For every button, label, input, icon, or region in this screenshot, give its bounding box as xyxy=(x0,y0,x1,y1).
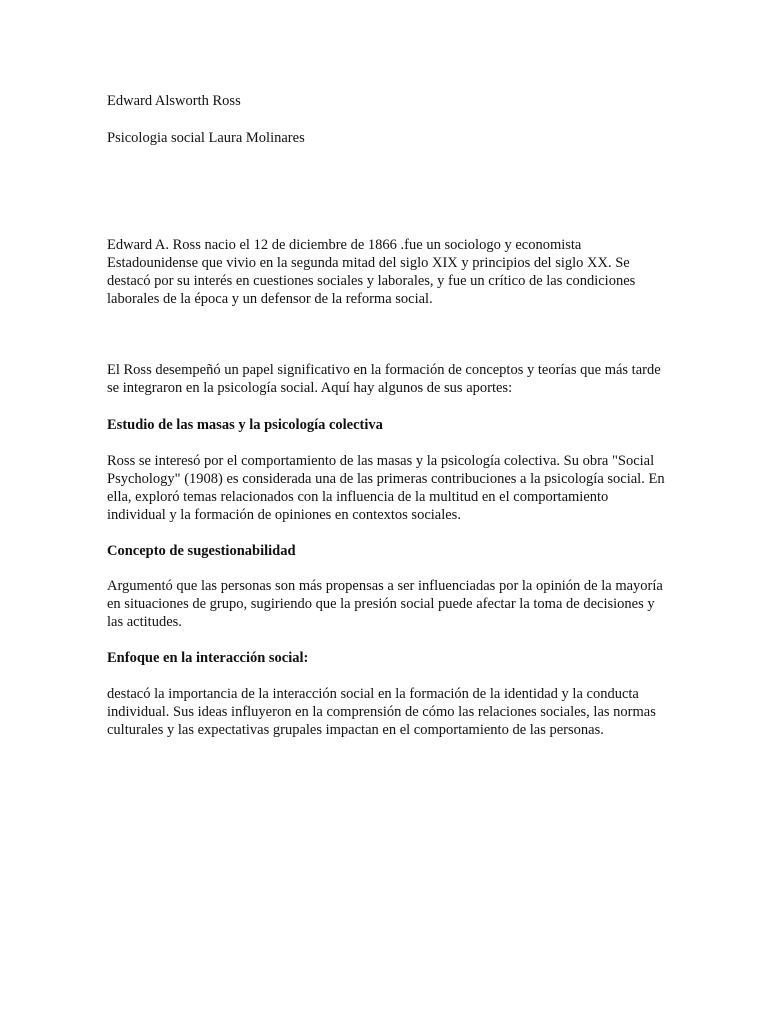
section-heading: Concepto de sugestionabilidad xyxy=(107,543,296,559)
intro-paragraph: Edward A. Ross nacio el 12 de diciembre de 1866 .fue un sociologo y economista Estadounidense que vivio en la segunda mitad del siglo XIX y principios del siglo XX. Se destacó por su interés en cuestiones sociales y laborales, y fue un crítico de las condiciones laborales de la época y un defensor de la reforma social. xyxy=(107,237,636,307)
section-paragraph: destacó la importancia de la interacción social en la formación de la identidad y la conducta individual. Sus ideas influyeron en la comprensión de cómo las relaciones sociales, las normas culturales y las expectativas grupales impactan en el comportamiento de las personas. xyxy=(107,686,656,738)
document-title: Edward Alsworth Ross xyxy=(107,93,241,109)
section-paragraph: Ross se interesó por el comportamiento de las masas y la psicología colectiva. Su obra "Social Psychology" (1908) es considerada una de las primeras contribuciones a la psicología social. En ella, exploró temas relacionados con la influencia de la multitud en el comportamiento individual y la formación de opiniones en contextos sociales. xyxy=(107,453,665,523)
document-subtitle: Psicologia social Laura Molinares xyxy=(107,130,305,146)
lead-paragraph: El Ross desempeñó un papel significativo en la formación de conceptos y teorías que más tarde se integraron en la psicología social. Aquí hay algunos de sus aportes: xyxy=(107,362,661,396)
section-heading: Enfoque en la interacción social: xyxy=(107,650,309,666)
section-paragraph: Argumentó que las personas son más propensas a ser influenciadas por la opinión de la mayoría en situaciones de grupo, sugiriendo que la presión social puede afectar la toma de decisiones y las actitudes. xyxy=(107,578,663,630)
section-heading: Estudio de las masas y la psicología colectiva xyxy=(107,417,383,433)
